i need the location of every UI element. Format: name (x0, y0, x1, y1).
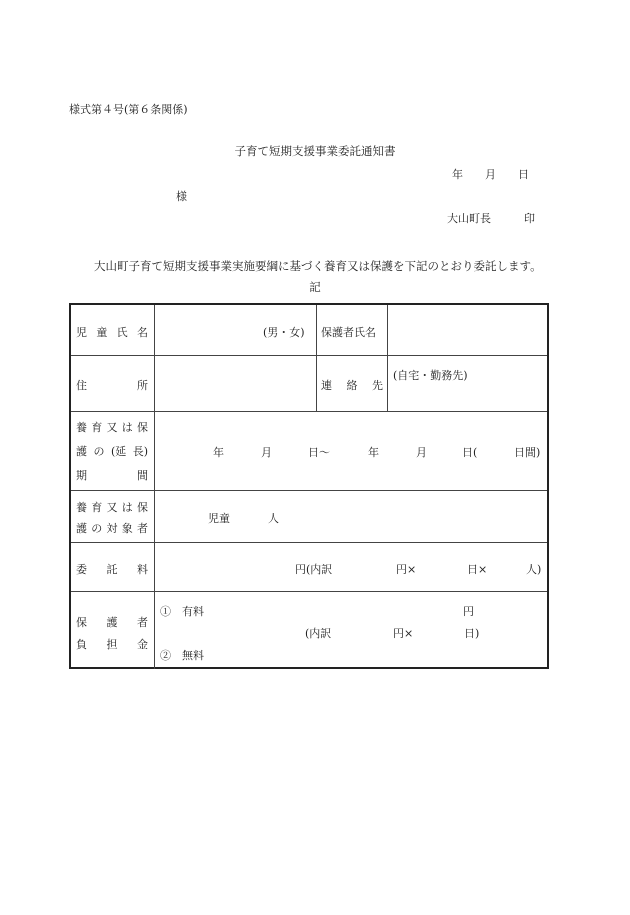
burden-breakdown: (内訳 (305, 627, 332, 640)
fee-people: 人) (526, 563, 542, 576)
target-count: 人 (268, 512, 279, 525)
burden-breakdown-yen: 円× (393, 627, 414, 640)
row-divider (71, 542, 547, 543)
period-end-month: 月 (416, 446, 427, 459)
period-label-line2: 護 の (延 長) (76, 445, 148, 458)
contact-label: 連 絡 先 (321, 379, 383, 392)
date-line: 年 月 日 (452, 168, 529, 181)
target-label-line1: 養 育 又 は 保 (76, 501, 148, 514)
period-end-year: 年 (368, 446, 379, 459)
fee-unit-yen: 円× (396, 563, 417, 576)
burden-option-paid[interactable]: ① 有料 (160, 605, 204, 618)
fee-label: 委 託 料 (76, 563, 148, 576)
notice-table (69, 303, 549, 669)
fee-yen: 円(内訳 (295, 563, 333, 576)
period-start-day: 日〜 (308, 446, 330, 459)
fee-days: 日× (467, 563, 488, 576)
burden-label-line2: 負 担 金 (76, 638, 148, 651)
target-label-line2: 護 の 対 象 者 (76, 522, 148, 535)
period-days: 日間) (514, 446, 541, 459)
body-text: 大山町子育て短期支援事業実施要綱に基づく養育又は保護を下記のとおり委託します。 (94, 259, 542, 273)
period-start-month: 月 (261, 446, 272, 459)
guardian-name-label: 保護者氏名 (321, 326, 376, 339)
period-end-day: 日( (462, 446, 478, 459)
target-child: 児童 (208, 512, 230, 525)
row-divider (71, 591, 547, 592)
address-field[interactable] (159, 361, 311, 407)
period-label-line1: 養 育 又 は 保 (76, 421, 148, 434)
guardian-name-field[interactable] (391, 313, 546, 349)
col-divider (387, 305, 388, 411)
period-label-line3: 期 間 (76, 469, 148, 482)
ki-heading: 記 (309, 280, 321, 294)
burden-option-free[interactable]: ② 無料 (160, 649, 204, 662)
row-divider (71, 490, 547, 491)
burden-label-line1: 保 護 者 (76, 616, 148, 629)
burden-breakdown-days: 日) (464, 627, 480, 640)
burden-yen: 円 (463, 605, 474, 618)
row-divider (71, 411, 547, 412)
child-name-label: 児 童 氏 名 (76, 326, 148, 339)
gender-choice[interactable]: (男・女) (263, 326, 305, 339)
recipient-line: 様 (176, 190, 187, 203)
address-label: 住 所 (76, 379, 148, 392)
contact-note[interactable]: (自宅・勤務先) (393, 369, 468, 382)
form-number: 様式第４号(第６条関係) (69, 103, 188, 116)
period-start-year: 年 (213, 446, 224, 459)
document-title: 子育て短期支援事業委託通知書 (234, 144, 396, 158)
issuer-line: 大山町長 印 (447, 212, 535, 225)
row-divider (71, 355, 547, 356)
col-divider (316, 305, 317, 411)
col-divider (154, 305, 155, 669)
